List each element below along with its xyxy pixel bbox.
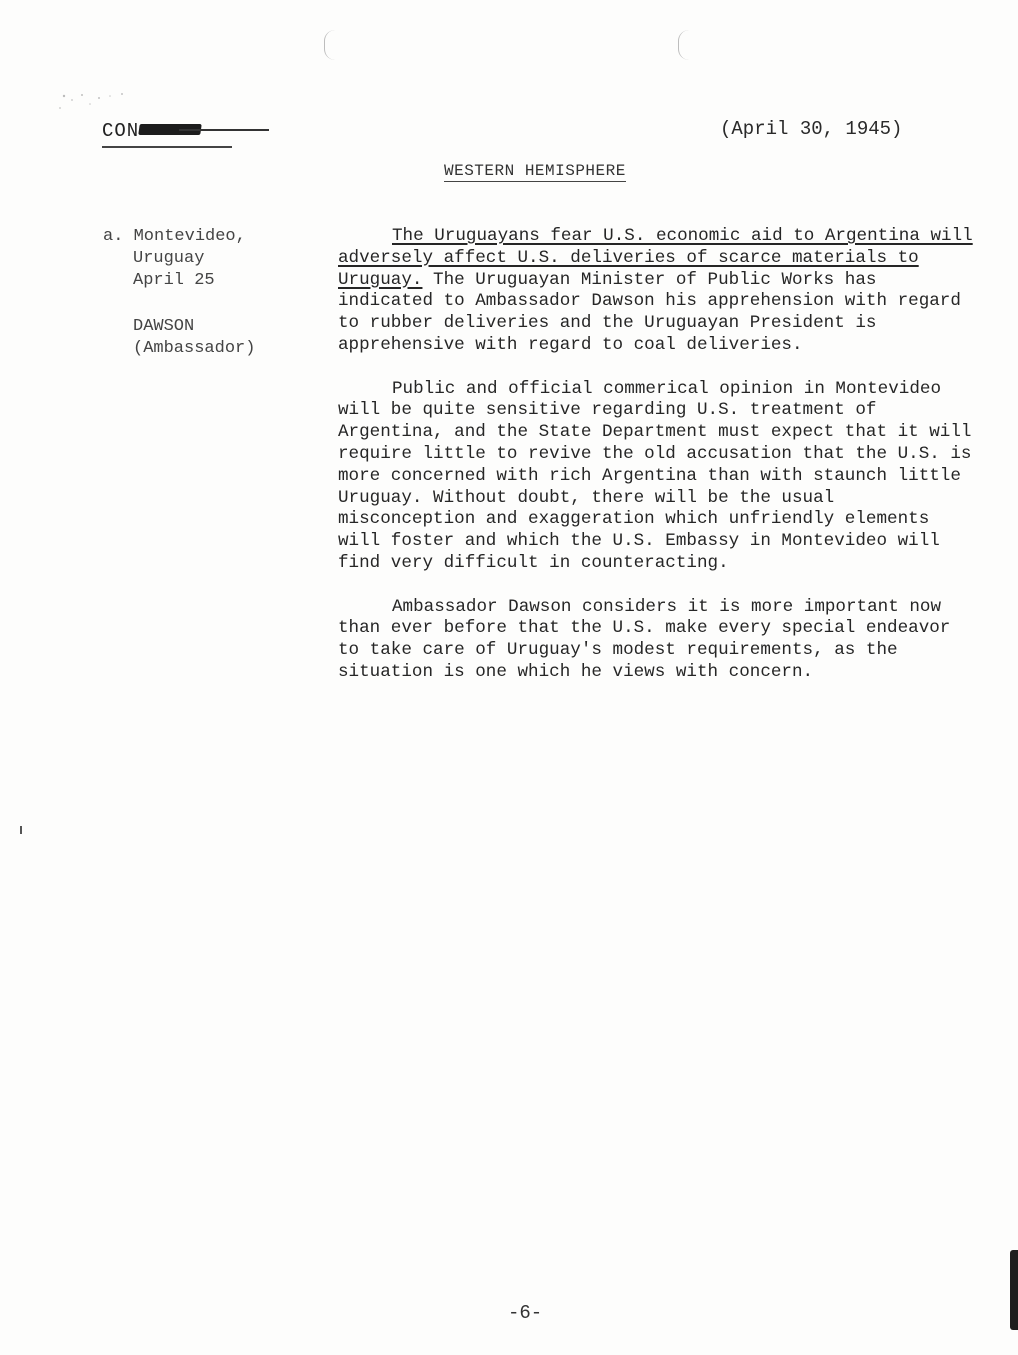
- binder-hole-mark: [324, 30, 335, 60]
- page-number: -6-: [508, 1302, 543, 1324]
- document-date: (April 30, 1945): [720, 118, 903, 140]
- author-title: (Ambassador): [133, 339, 256, 358]
- section-heading: WESTERN HEMISPHERE: [444, 162, 626, 180]
- paragraph-1: [338, 226, 978, 357]
- location-country: Uruguay: [133, 249, 205, 268]
- author-name: DAWSON: [133, 317, 195, 336]
- binder-hole-mark: [678, 30, 689, 60]
- margin-note: [103, 226, 255, 360]
- classification-stamp: [102, 120, 237, 142]
- report-date: April 25: [133, 271, 215, 290]
- margin-location-line: [103, 226, 255, 248]
- classification-underline: [102, 146, 232, 148]
- classification-visible-text: CON: [102, 120, 140, 142]
- stray-mark: [20, 826, 22, 834]
- paragraph-2: Public and official commerical opinion in Montevideo will be quite sensitive regarding U.S. treatment of Argentina, and the State Department must expect that it will require little to revive the old accusation that the U.S. is more concerned with rich Argentina than with staunch little Uruguay. Without doubt, there will be the usual misconception and exaggeration which unfriendly elements will foster and which the U.S. Embassy in Montevideo will find very difficult in counteracting.: [338, 378, 972, 573]
- paragraph-3: Ambassador Dawson considers it is more important now than ever before that the U.S. make every special endeavor to take care of Uruguay's modest requirements, as the situation is one which he views with concern.: [338, 596, 951, 682]
- item-label: a.: [103, 227, 124, 246]
- underlined-summary: The Uruguayans fear U.S. economic aid to Argentina will adversely affect U.S. deliveries of scarce materials to Uruguay.: [338, 226, 973, 290]
- location-city: Montevideo,: [133, 227, 246, 246]
- document-body: [338, 226, 978, 706]
- edge-mark: [1010, 1250, 1018, 1330]
- paragraph-1-rest: The Uruguayan Minister of Public Works has indicated to Ambassador Dawson his apprehension with regard to rubber deliveries and the Uruguayan President is apprehensive with regard to coal deliveries.: [338, 269, 961, 355]
- classification-redaction: [139, 122, 237, 138]
